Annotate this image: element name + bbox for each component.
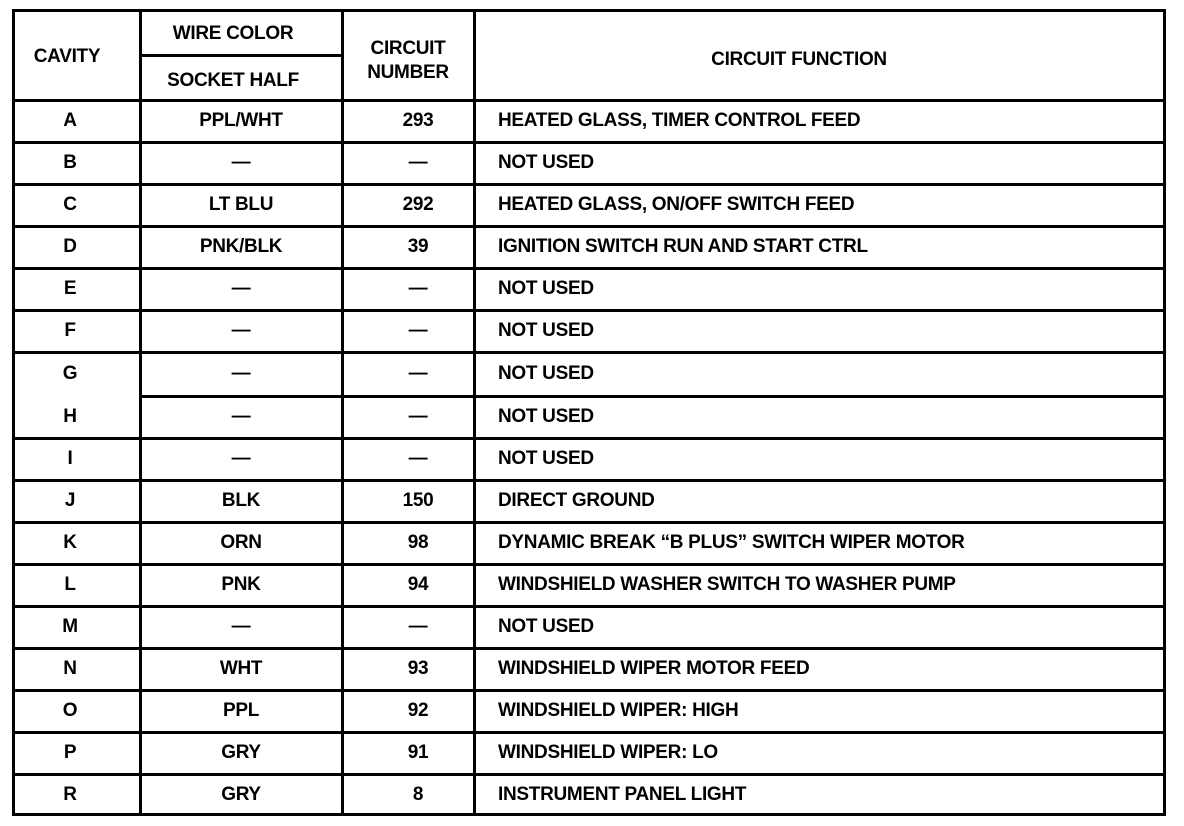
cell-circuit-function: DIRECT GROUND <box>498 490 655 511</box>
cell-circuit-number: — <box>408 448 428 469</box>
header-circuit-function: CIRCUIT FUNCTION <box>711 49 887 70</box>
header-sub-divider <box>140 54 342 57</box>
cell-cavity: P <box>63 742 77 763</box>
cell-wire-color: PPL <box>222 700 260 721</box>
cell-wire-color: GRY <box>221 742 261 763</box>
cell-wire-color: GRY <box>221 784 261 805</box>
row-divider <box>12 267 1166 270</box>
cell-circuit-number: — <box>408 152 428 173</box>
row-divider <box>12 437 1166 440</box>
cell-circuit-function: NOT USED <box>498 278 594 299</box>
cell-wire-color: — <box>231 448 251 469</box>
cell-cavity: K <box>63 532 77 553</box>
header-divider <box>12 99 1166 102</box>
header-cavity: CAVITY <box>33 46 101 67</box>
cell-wire-color: PNK/BLK <box>199 236 283 257</box>
cell-circuit-function: NOT USED <box>498 448 594 469</box>
cell-wire-color: ORN <box>220 532 262 553</box>
cell-circuit-function: HEATED GLASS, ON/OFF SWITCH FEED <box>498 194 855 215</box>
cell-circuit-number: 94 <box>407 574 429 595</box>
row-divider <box>140 395 1166 398</box>
cell-circuit-number: 92 <box>407 700 429 721</box>
cell-cavity: H <box>63 406 77 427</box>
cell-circuit-function: NOT USED <box>498 363 594 384</box>
cell-cavity: E <box>63 278 77 299</box>
cell-circuit-number: 150 <box>402 490 434 511</box>
cell-circuit-number: 93 <box>407 658 429 679</box>
cell-circuit-function: WINDSHIELD WIPER MOTOR FEED <box>498 658 810 679</box>
cell-cavity: J <box>64 490 76 511</box>
row-divider <box>12 647 1166 650</box>
cell-circuit-function: NOT USED <box>498 616 594 637</box>
cell-circuit-function: IGNITION SWITCH RUN AND START CTRL <box>498 236 868 257</box>
cell-cavity: C <box>63 194 77 215</box>
row-divider <box>12 563 1166 566</box>
cell-circuit-number: 91 <box>407 742 429 763</box>
cell-circuit-number: — <box>408 320 428 341</box>
cell-wire-color: — <box>231 406 251 427</box>
cell-circuit-number: 293 <box>402 110 434 131</box>
header-wire-color: WIRE COLOR <box>172 23 294 44</box>
cell-cavity: L <box>64 574 76 595</box>
cell-wire-color: WHT <box>219 658 263 679</box>
cell-cavity: M <box>62 616 78 637</box>
row-divider <box>12 521 1166 524</box>
cell-circuit-number: 292 <box>402 194 434 215</box>
cell-circuit-number: — <box>408 406 428 427</box>
cell-circuit-number: 39 <box>407 236 429 257</box>
cell-circuit-function: WINDSHIELD WIPER: HIGH <box>498 700 739 721</box>
cell-circuit-function: WINDSHIELD WASHER SWITCH TO WASHER PUMP <box>498 574 956 595</box>
cell-cavity: R <box>63 784 77 805</box>
cell-circuit-function: DYNAMIC BREAK “B PLUS” SWITCH WIPER MOTOR <box>498 532 965 553</box>
cell-wire-color: — <box>231 320 251 341</box>
cell-wire-color: PNK <box>221 574 261 595</box>
column-divider <box>139 9 142 816</box>
cell-cavity: I <box>67 448 73 469</box>
cell-wire-color: BLK <box>221 490 261 511</box>
cell-circuit-function: WINDSHIELD WIPER: LO <box>498 742 718 763</box>
cell-wire-color: — <box>231 152 251 173</box>
cell-cavity: O <box>62 700 78 721</box>
cell-cavity: G <box>62 363 78 384</box>
column-divider <box>473 9 476 816</box>
cell-circuit-number: — <box>408 363 428 384</box>
cell-circuit-function: HEATED GLASS, TIMER CONTROL FEED <box>498 110 861 131</box>
cell-circuit-number: 8 <box>412 784 424 805</box>
cell-wire-color: — <box>231 616 251 637</box>
cell-circuit-number: 98 <box>407 532 429 553</box>
cell-cavity: F <box>64 320 76 341</box>
cell-circuit-number: — <box>408 278 428 299</box>
cell-wire-color: LT BLU <box>208 194 274 215</box>
row-divider <box>12 183 1166 186</box>
cell-circuit-function: INSTRUMENT PANEL LIGHT <box>498 784 747 805</box>
cell-cavity: D <box>63 236 77 257</box>
header-socket-half: SOCKET HALF <box>167 70 299 91</box>
cell-cavity: A <box>63 110 77 131</box>
row-divider <box>12 141 1166 144</box>
row-divider <box>12 773 1166 776</box>
row-divider <box>12 225 1166 228</box>
cell-circuit-number: — <box>408 616 428 637</box>
row-divider <box>12 309 1166 312</box>
cell-wire-color: — <box>231 278 251 299</box>
row-divider <box>12 351 1166 354</box>
cell-cavity: B <box>63 152 77 173</box>
cell-wire-color: PPL/WHT <box>199 110 283 131</box>
cell-wire-color: — <box>231 363 251 384</box>
column-divider <box>341 9 344 816</box>
header-circuit-number-line1: CIRCUIT <box>370 38 446 59</box>
header-circuit-number-line2: NUMBER <box>367 62 449 83</box>
cell-circuit-function: NOT USED <box>498 152 594 173</box>
cell-cavity: N <box>63 658 77 679</box>
cell-circuit-function: NOT USED <box>498 320 594 341</box>
row-divider <box>12 605 1166 608</box>
cell-circuit-function: NOT USED <box>498 406 594 427</box>
row-divider <box>12 689 1166 692</box>
row-divider <box>12 731 1166 734</box>
row-divider <box>12 479 1166 482</box>
